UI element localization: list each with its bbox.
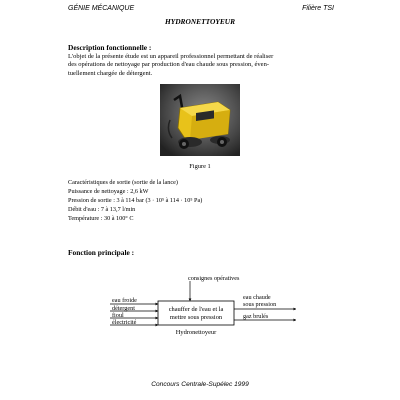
system-name: Hydronettoyeur xyxy=(175,329,217,336)
description-paragraph xyxy=(68,53,348,78)
input-label: eau froide xyxy=(112,297,137,304)
output-label: eau chaude xyxy=(243,294,271,301)
input-label: fioul xyxy=(112,312,124,319)
description-line: L'objet de la présente étude est un appareil professionnel permettant de réaliser xyxy=(68,53,274,60)
page-title: HYDRONETTOYEUR xyxy=(164,17,236,26)
function-diagram xyxy=(100,272,310,342)
output-label: gaz brulés xyxy=(243,313,269,320)
header-subject: GÉNIE MÉCANIQUE xyxy=(68,5,135,12)
description-line: tuellement chargée de détergent. xyxy=(68,69,153,77)
pressure-washer-photo xyxy=(160,84,240,156)
spec-flow: Débit d'eau : 7 à 13,7 l/min xyxy=(68,206,136,214)
description-heading: Description fonctionnelle : xyxy=(68,43,152,52)
spec-heading: Caractéristiques de sortie (sortie de la lance) xyxy=(68,179,178,186)
output-label: sous pression xyxy=(243,301,277,308)
spec-temperature: Température : 30 à 100° C xyxy=(68,215,134,223)
function-line: mettre sous pression xyxy=(169,314,223,321)
spec-power: Puissance de nettoyage : 2,6 kW xyxy=(68,188,149,196)
figure-caption: Figure 1 xyxy=(189,163,211,170)
header-track: Filière TSI xyxy=(302,5,334,12)
footer-source: Concours Centrale-Supélec 1999 xyxy=(151,381,249,388)
spec-pressure: Pression de sortie : 3 à 114 bar (3 · 10⁵ à 114 · 10⁵ Pa) xyxy=(68,197,203,205)
input-label: électricité xyxy=(112,319,137,326)
function-box xyxy=(158,301,234,325)
specifications xyxy=(68,178,358,223)
description-line: des opérations de nettoyage par production d'eau chaude sous pression, éven- xyxy=(68,61,269,69)
main-function-heading: Fonction principale : xyxy=(68,248,135,257)
function-line: chauffer de l'eau et la xyxy=(168,306,224,313)
input-label: détergent xyxy=(112,305,135,312)
control-input-label: consignes opératives xyxy=(188,275,240,282)
